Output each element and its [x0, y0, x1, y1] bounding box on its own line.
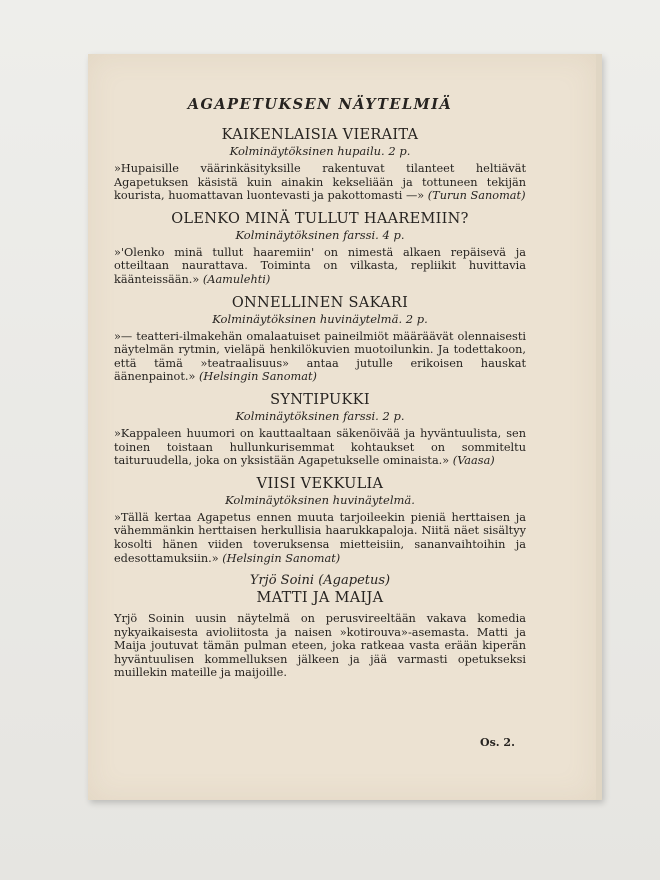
- play-review: [114, 330, 526, 384]
- play-review: [114, 246, 526, 287]
- play-title: ONNELLINEN SAKARI: [231, 294, 409, 311]
- play-subtitle: Kolminäytöksinen huvinäytelmä. 2 p.: [212, 311, 428, 326]
- price-label: Os. 2.: [480, 736, 515, 749]
- play-subtitle: Kolminäytöksinen huvinäytelmä.: [225, 492, 415, 507]
- play-title: MATTI JA MAIJA: [256, 590, 384, 607]
- play-entry: [114, 211, 526, 287]
- review-source: (Helsingin Sanomat): [199, 370, 317, 384]
- play-title: KAIKENLAISIA VIERAITA: [221, 127, 419, 143]
- play-entry: [114, 392, 526, 468]
- play-entry: [114, 127, 526, 203]
- play-author: Yrjö Soini (Agapetus): [249, 573, 391, 589]
- series-title: AGAPETUKSEN NÄYTELMIÄ: [187, 96, 453, 113]
- play-entry: [114, 573, 526, 680]
- review-text: Yrjö Soinin uusin näytelmä on perusvireeltään vakava komedia nykyaikaisesta avioliitosta ja naisen »kotirouva»-asemasta. Matti ja Maija joutuvat tämän pulman eteen, joka ratkeaa vasta erään kiperän hyväntuulisen kommelluksen jälkeen ja jää varmasti opetukseksi muillekin mateille ja maijoille.: [114, 612, 526, 680]
- play-title: OLENKO MINÄ TULLUT HAAREMIIN?: [171, 210, 469, 227]
- play-review: [114, 427, 526, 468]
- play-subtitle: Kolminäytöksinen hupailu. 2 p.: [229, 144, 411, 158]
- review-source: (Aamulehti): [202, 272, 271, 286]
- play-subtitle: Kolminäytöksinen farssi. 2 p.: [235, 408, 405, 423]
- review-text: »'Olenko minä tullut haaremiin' on nimestä alkaen repäisevä ja otteiltaan naurattava. Toiminta on vilkasta, repliikit huvittavia käänteissään.»: [114, 245, 526, 286]
- review-text: »Tällä kertaa Agapetus ennen muuta tarjoileekin pieniä herttaisen ja vähemmänkin herttaisen herkullisia haarukkapaloja. Niitä näet sisältyy kosolti hänen viiden toveruksensa mietteisiin, sananvaihtoihin ja edesottamuksiin.»: [114, 510, 526, 565]
- review-source: (Turun Sanomat): [427, 189, 526, 203]
- review-source: (Vaasa): [452, 454, 495, 468]
- play-review: [114, 612, 526, 680]
- play-review: [114, 162, 526, 203]
- play-title: SYNTIPUKKI: [270, 391, 370, 408]
- play-entry: [114, 295, 526, 384]
- review-text: »Kappaleen huumori on kauttaaltaan säkenöivää ja hyväntuulista, sen toinen toistaan hullunkurisemmat kohtaukset on sommiteltu taituruudella, joka on yksistään Agapetukselle ominaista.»: [114, 426, 526, 468]
- play-title: VIISI VEKKULIA: [256, 475, 384, 492]
- review-text: »— teatteri-ilmakehän omalaatuiset paineilmiöt määräävät olennaisesti näytelmän rytmin, vieläpä henkilökuvien muotoilunkin. Ja todettakoon, että tämä »teatraalisuus» antaa jutulle erikoisen hauskat äänenpainot.»: [114, 329, 526, 384]
- play-subtitle: Kolminäytöksinen farssi. 4 p.: [235, 227, 405, 242]
- play-entry: [114, 476, 526, 565]
- cover-text: [114, 96, 526, 688]
- review-source: (Helsingin Sanomat): [222, 551, 341, 565]
- review-text: »Hupaisille väärinkäsityksille rakentuvat tilanteet heltiävät Agapetuksen käsistä kuin ainakin kekseliään ja tottuneen tekijän kourista, huomattavan luontevasti ja pakottomasti —»: [114, 162, 526, 203]
- play-review: [114, 511, 526, 565]
